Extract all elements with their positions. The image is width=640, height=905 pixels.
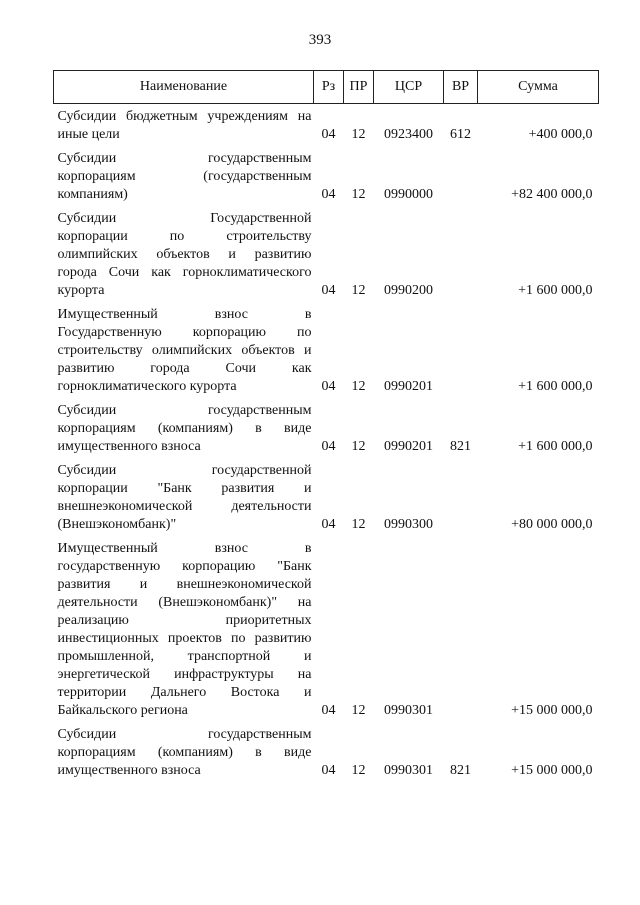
table-row: [54, 396, 599, 456]
header-csr: ЦСР: [374, 71, 444, 104]
row-name-line: внешнеэкономической деятельности: [57, 499, 312, 514]
row-vr: [444, 300, 478, 396]
row-pr: 12: [351, 127, 366, 142]
row-name: [54, 300, 314, 396]
row-vr: 612: [450, 127, 471, 142]
row-name-line: корпорациям (компаниям) в виде: [57, 421, 312, 436]
row-name-line: корпорации "Банк развития и: [57, 481, 312, 496]
table-row: [54, 534, 599, 720]
row-name-line: промышленной, транспортной и: [57, 649, 312, 664]
table-row: [54, 104, 599, 145]
header-name: Наименование: [54, 71, 314, 104]
row-name-line: инвестиционных проектов по развитию: [57, 631, 312, 646]
table-row: [54, 456, 599, 534]
header-pr: ПР: [344, 71, 374, 104]
row-name-line: Субсидии Государственной: [57, 211, 312, 226]
row-name-line: Субсидии государственным: [57, 403, 312, 418]
row-name-line: (Внешэкономбанк)": [57, 517, 177, 532]
table-header-row: [54, 71, 599, 104]
row-pr: 12: [351, 703, 366, 718]
row-vr: [444, 144, 478, 204]
row-vr: [444, 534, 478, 720]
row-name-line: имущественного взноса: [57, 763, 201, 778]
row-rz: 04: [321, 127, 336, 142]
row-sum: +400 000,0: [528, 127, 593, 142]
table-row: [54, 144, 599, 204]
table-row: [54, 720, 599, 780]
row-name-line: корпорации по строительству: [57, 229, 312, 244]
row-name-line: Субсидии бюджетным учреждениям на: [57, 109, 312, 124]
row-rz: 04: [321, 517, 336, 532]
row-pr: 12: [351, 187, 366, 202]
row-name: [54, 104, 314, 145]
row-name: [54, 396, 314, 456]
row-sum: +80 000 000,0: [511, 517, 593, 532]
row-rz: 04: [321, 379, 336, 394]
row-sum: +1 600 000,0: [518, 283, 593, 298]
row-name-line: имущественного взноса: [57, 439, 201, 454]
row-csr: 0990301: [384, 763, 433, 778]
row-name-line: горноклиматического курорта: [57, 379, 237, 394]
row-pr: 12: [351, 763, 366, 778]
row-name-line: олимпийских объектов и развитию: [57, 247, 312, 262]
row-csr: 0923400: [384, 127, 433, 142]
row-vr: 821: [450, 763, 471, 778]
row-pr: 12: [351, 439, 366, 454]
row-pr: 12: [351, 283, 366, 298]
row-sum: +1 600 000,0: [518, 439, 593, 454]
row-name: [54, 204, 314, 300]
row-name-line: развития и внешнеэкономической: [57, 577, 312, 592]
row-rz: 04: [321, 439, 336, 454]
row-pr: 12: [351, 517, 366, 532]
row-csr: 0990000: [384, 187, 433, 202]
page-number: 393: [308, 32, 332, 48]
row-sum: +15 000 000,0: [511, 703, 593, 718]
row-csr: 0990301: [384, 703, 433, 718]
row-name-line: корпорациям (государственным: [57, 169, 312, 184]
row-csr: 0990300: [384, 517, 433, 532]
row-name-line: Государственную корпорацию по: [57, 325, 312, 340]
row-name-line: Субсидии государственным: [57, 727, 312, 742]
row-name-line: территории Дальнего Востока и: [57, 685, 312, 700]
row-name-line: развитию города Сочи как: [57, 361, 312, 376]
row-rz: 04: [321, 283, 336, 298]
table-row: [54, 204, 599, 300]
row-sum: +82 400 000,0: [511, 187, 593, 202]
row-name-line: иные цели: [57, 127, 120, 142]
row-name-line: Субсидии государственным: [57, 151, 312, 166]
row-sum: +1 600 000,0: [518, 379, 593, 394]
row-vr: [444, 456, 478, 534]
row-rz: 04: [321, 187, 336, 202]
row-name-line: Имущественный взнос в: [57, 307, 312, 322]
row-name-line: города Сочи как горноклиматического: [57, 265, 312, 280]
row-name: [54, 144, 314, 204]
row-csr: 0990201: [384, 379, 433, 394]
row-vr: [444, 204, 478, 300]
row-name-line: Байкальского региона: [57, 703, 188, 718]
row-name-line: корпорациям (компаниям) в виде: [57, 745, 312, 760]
row-name-line: энергетической инфраструктуры на: [57, 667, 312, 682]
row-sum: +15 000 000,0: [511, 763, 593, 778]
row-rz: 04: [321, 763, 336, 778]
row-name: [54, 534, 314, 720]
header-vr: ВР: [444, 71, 478, 104]
row-name-line: реализацию приоритетных: [57, 613, 312, 628]
row-name-line: государственную корпорацию "Банк: [57, 559, 312, 574]
table-body: [54, 104, 599, 781]
row-name-line: строительству олимпийских объектов и: [57, 343, 312, 358]
row-name-line: деятельности (Внешэкономбанк)" на: [57, 595, 312, 610]
row-vr: 821: [450, 439, 471, 454]
header-sum: Сумма: [478, 71, 599, 104]
row-name-line: Имущественный взнос в: [57, 541, 312, 556]
row-name-line: Субсидии государственной: [57, 463, 312, 478]
table-row: [54, 300, 599, 396]
row-csr: 0990201: [384, 439, 433, 454]
row-rz: 04: [321, 703, 336, 718]
row-name-line: компаниям): [57, 187, 128, 202]
row-name: [54, 456, 314, 534]
row-csr: 0990200: [384, 283, 433, 298]
budget-table: [53, 70, 599, 780]
row-name-line: курорта: [57, 283, 105, 298]
row-pr: 12: [351, 379, 366, 394]
header-rz: Рз: [314, 71, 344, 104]
row-name: [54, 720, 314, 780]
